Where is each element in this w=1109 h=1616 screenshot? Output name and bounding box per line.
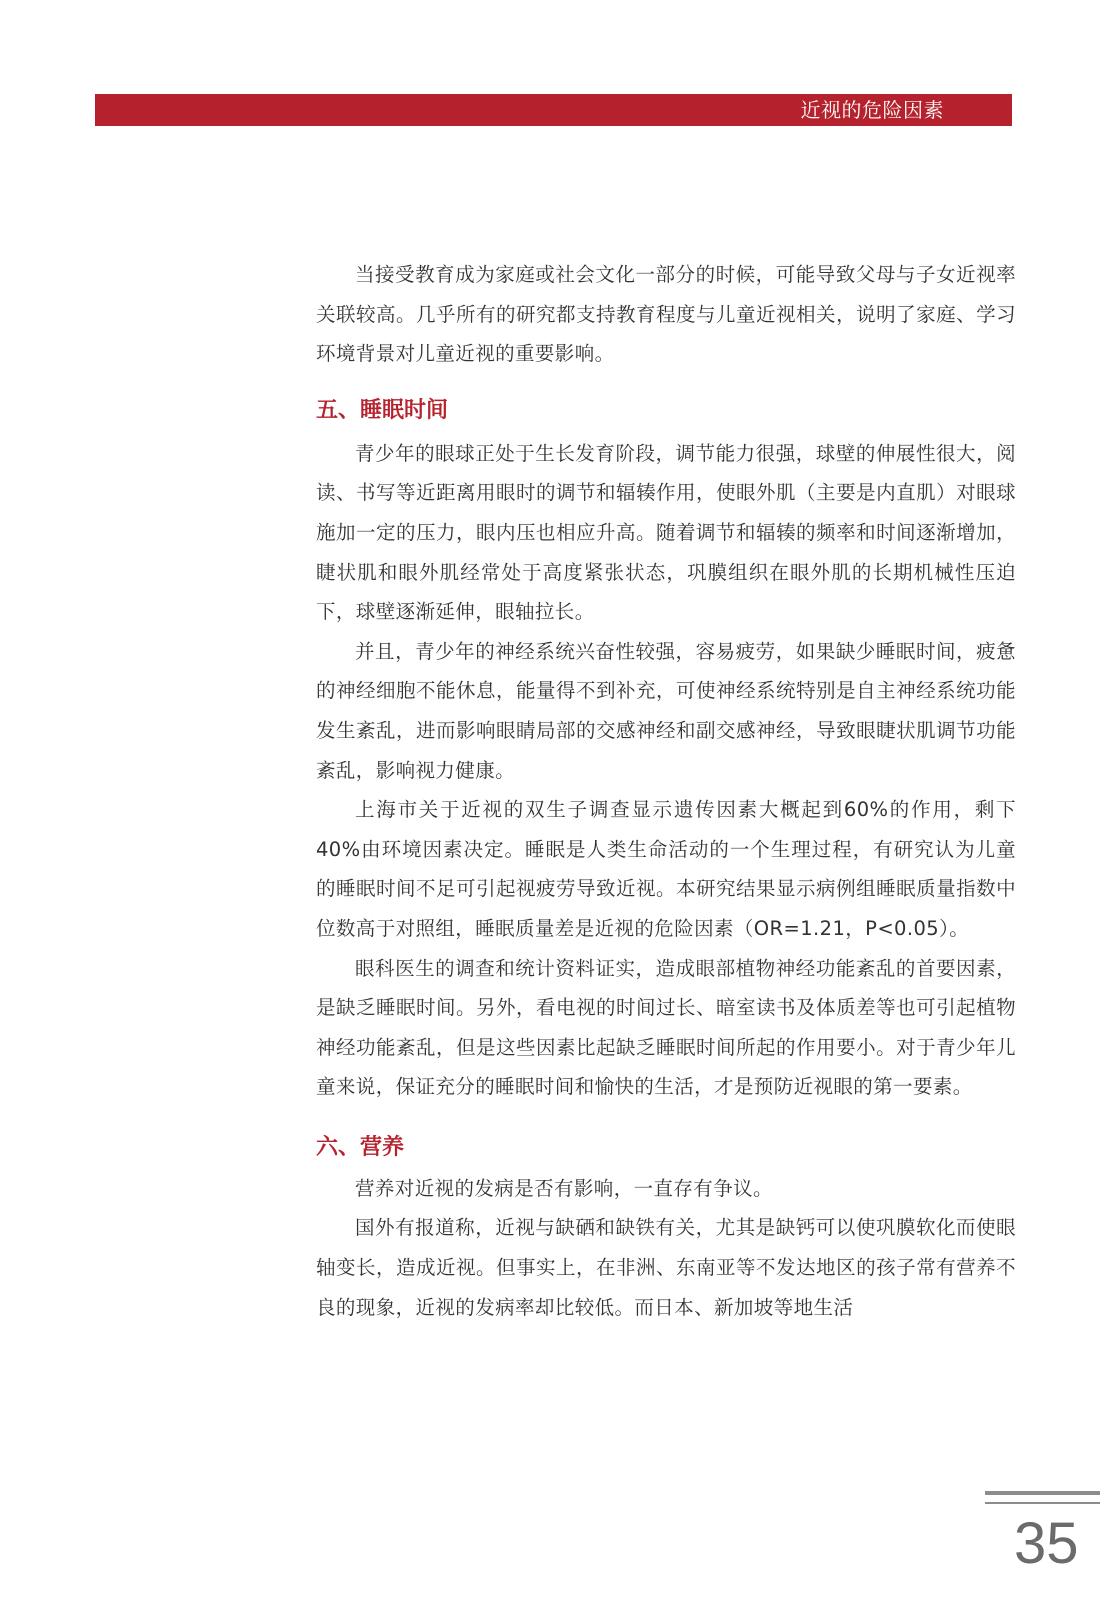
section-heading-nutrition: 六、营养: [316, 1134, 405, 1160]
nutrition-paragraph-2: 国外有报道称，近视与缺硒和缺铁有关，尤其是缺钙可以使巩膜软化而使眼轴变长，造成近视。但事实上，在非洲、东南亚等不发达地区的孩子常有营养不良的现象，近视的发病率却比较低。而日本、新加坡等地生活: [316, 1216, 1016, 1319]
sleep-paragraph-2: 并且，青少年的神经系统兴奋性较强，容易疲劳，如果缺少睡眠时间，疲惫的神经细胞不能休息，能量得不到补充，可使神经系统特别是自主神经系统功能发生紊乱，进而影响眼睛局部的交感神经和副交感神经，导致眼睫状肌调节功能紊乱，影响视力健康。: [316, 639, 1016, 782]
footer-rule-thin: [985, 1502, 1100, 1504]
page-number: 35: [1014, 1511, 1079, 1576]
chapter-header-bar: [95, 94, 1012, 126]
section-heading-sleep: 五、睡眠时间: [316, 397, 449, 423]
chapter-title: 近视的危险因素: [800, 98, 944, 122]
sleep-paragraph-4: 眼科医生的调查和统计资料证实，造成眼部植物神经功能紊乱的首要因素，是缺乏睡眠时间。另外，看电视的时间过长、暗室读书及体质差等也可引起植物神经功能紊乱，但是这些因素比起缺乏睡眠时间所起的作用要小。对于青少年儿童来说，保证充分的睡眠时间和愉快的生活，才是预防近视眼的第一要素。: [316, 956, 1016, 1099]
nutrition-paragraph-1: 营养对近视的发病是否有影响，一直存有争议。: [355, 1176, 773, 1200]
sleep-paragraph-3: 上海市关于近视的双生子调查显示遗传因素大概起到60%的作用，剩下40%由环境因素决定。睡眠是人类生命活动的一个生理过程，有研究认为儿童的睡眠时间不足可引起视疲劳导致近视。本研究结果显示病例组睡眠质量指数中位数高于对照组，睡眠质量差是近视的危险因素（OR=1.21，P<0.05）。: [316, 798, 1016, 940]
footer-rule-thick: [985, 1491, 1100, 1495]
sleep-paragraph-1: 青少年的眼球正处于生长发育阶段，调节能力很强，球壁的伸展性很大，阅读、书写等近距离用眼时的调节和辐辏作用，使眼外肌（主要是内直肌）对眼球施加一定的压力，眼内压也相应升高。随着调节和辐辏的频率和时间逐渐增加，睫状肌和眼外肌经常处于高度紧张状态，巩膜组织在眼外肌的长期机械性压迫下，球壁逐渐延伸，眼轴拉长。: [316, 441, 1016, 624]
page-body: [316, 255, 1016, 1327]
intro-paragraph: 当接受教育成为家庭或社会文化一部分的时候，可能导致父母与子女近视率关联较高。几乎所有的研究都支持教育程度与儿童近视相关，说明了家庭、学习环境背景对儿童近视的重要影响。: [316, 263, 1016, 366]
